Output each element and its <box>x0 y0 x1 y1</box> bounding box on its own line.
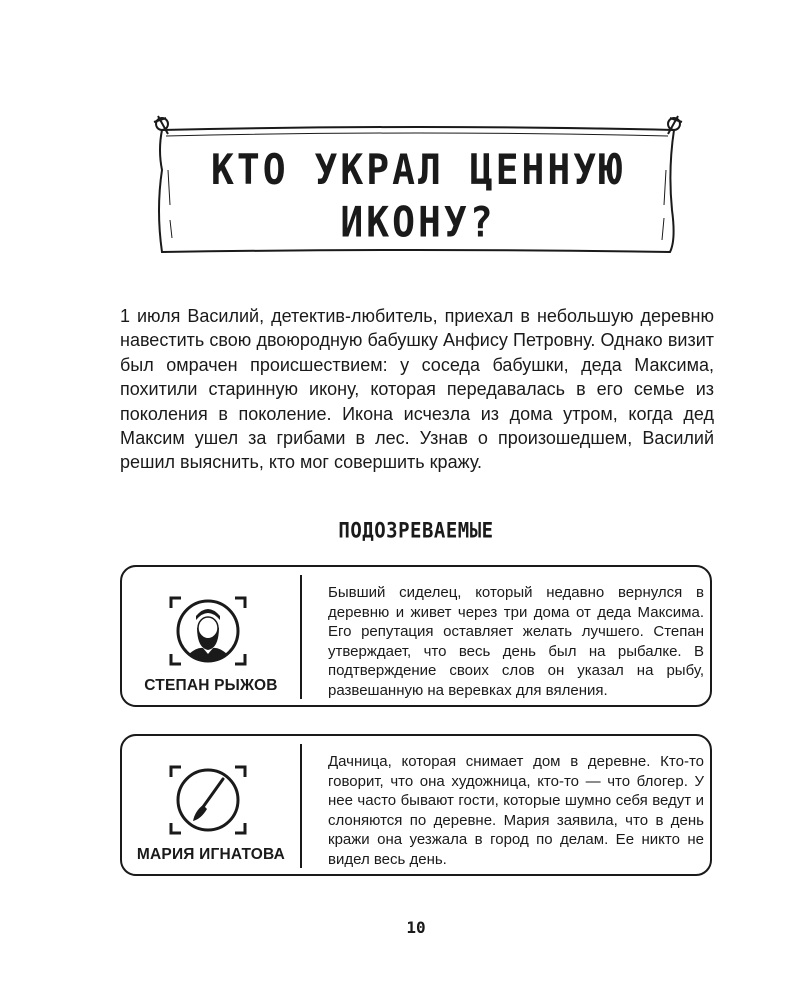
title-line-2: ИКОНУ? <box>340 198 496 247</box>
page-number: 10 <box>406 918 426 937</box>
paintbrush-icon <box>167 763 249 837</box>
card-divider <box>300 744 302 868</box>
suspect-card <box>120 734 712 876</box>
suspect-description: Дачница, которая снимает дом в деревне. Кто-то говорит, что она художница, кто-то — что блогер. У нее часто бывают гости, которые шумно себя ведут и слоняются по деревне. Мария заявила, что в день кражи она уезжала в город по делам. Ее никто не видел весь день. <box>328 753 704 868</box>
suspect-name: МАРИЯ ИГНАТОВА <box>136 846 286 863</box>
title-line-1: КТО УКРАЛ ЦЕННУЮ <box>210 145 626 194</box>
suspect-card <box>120 565 712 707</box>
suspect-description: Бывший сиделец, который недавно вернулся в деревню и живет через три дома от деда Максима. Его репутация оставляет желать лучшего. Степан утверждает, что весь день был на рыбалке. В подтверждение своих слов он указал на рыбу, развешанную на веревках для вяления. <box>328 584 704 699</box>
card-divider <box>300 575 302 699</box>
page-title <box>148 143 688 249</box>
bearded-man-icon <box>167 594 249 668</box>
intro-paragraph: 1 июля Василий, детектив-любитель, приехал в небольшую деревню навестить свою двоюродную бабушку Анфису Петровну. Однако визит был омрачен происшествием: у соседа бабушки, деда Максима, похитили старинную икону, которая передавалась в его семье из поколения в поколение. Икона исчезла из дома утром, когда дед Максим ушел за грибами в лес. Узнав о произошедшем, Василий решил выяснить, кто мог совершить кражу. <box>120 306 714 473</box>
suspect-name: СТЕПАН РЫЖОВ <box>144 677 278 694</box>
title-banner <box>148 110 688 270</box>
suspects-heading: ПОДОЗРЕВАЕМЫЕ <box>338 518 494 544</box>
pushpin-icon <box>668 116 682 134</box>
